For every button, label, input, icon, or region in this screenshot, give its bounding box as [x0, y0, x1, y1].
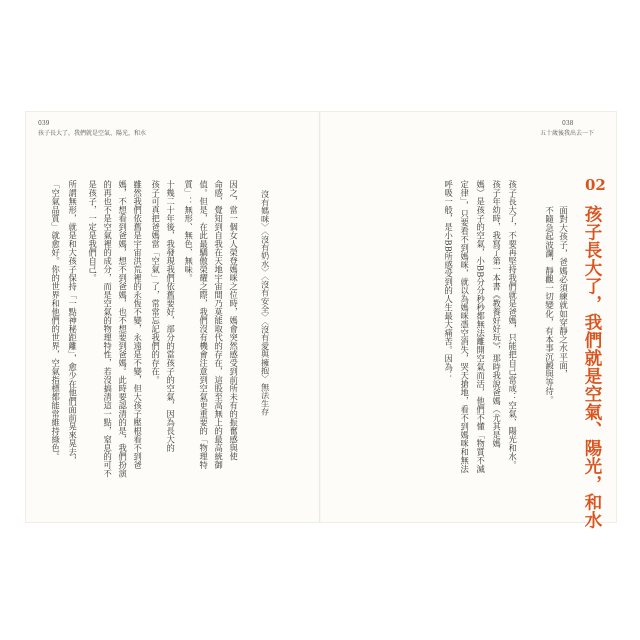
right-body-line-2: 孩子年幼時，我寫了第一本書《教養好好玩》，那時我說爸媽（尤其是媽: [491, 180, 502, 448]
left-running-head: 孩子長大了，我們就是空氣、陽光，和水: [38, 130, 147, 137]
left-body-line-8: 媽，不想看到爸媽，想不到爸媽，也不想要到爸媽。此時要認清的是，我們扮演: [117, 180, 128, 478]
right-page-number: 038: [562, 120, 574, 127]
left-body-line-11: 所謂無形，就是和大孩子保持「一點神秘距離」，愈少在他們面前晃來晃去，: [67, 180, 78, 465]
left-body-line-4: 質」：無形、無色、無味。: [183, 180, 194, 282]
left-body-line-10: 是孩子，一定是我們自己。: [87, 180, 98, 282]
right-body-line-5: 呼吸一般，是小BB所感受到的人生最大痛苦。因為：: [443, 180, 454, 380]
right-body-line-4: 定律」，只要看不到媽咪，就以為媽咪憑空消失，哭天搶地，看不到媽咪和無法: [459, 180, 470, 474]
right-running-head: 五十歲後我出去一下: [540, 130, 595, 137]
epigraph-line-2: 不隨急起波瀾，靜觀一切變化，有本事沉澱與等待。: [543, 206, 554, 404]
chapter-number: 02: [585, 176, 606, 194]
left-body-line-2: 命感，覺知到自我在天地宇宙間乃莫能取代的存在，這股至高無上的最高統御: [213, 180, 224, 469]
left-quote-column: 沒有媽咪〉〈沒有奶水〉〈沒有安全〉〈沒有愛與擁抱〉無法生存: [260, 190, 271, 416]
left-body-line-12: 「空氣品質」就愈好。你的世界和他們的世界，空氣指標都能常維持綠色。: [50, 180, 61, 461]
left-body-line-3: 值。但是，在此最驕傲榮耀之際，我們沒有機會注意到空氣更重要的「物理特: [198, 180, 209, 469]
left-body-line-9: 的再也不是空氣裡的成分，而是空氣的物理特性，若沒搞清這一點，窒息的可不: [102, 180, 113, 478]
book-gutter: [319, 112, 321, 522]
right-body-line-1: 孩子長大了，不要再堅持我們就是爸媽，只能把自己當成：空氣、陽光和水。: [507, 180, 518, 469]
left-page-number: 039: [38, 120, 50, 127]
epigraph-line-1: 面對大孩子，爸媽必須練就如穿靜之水平面，: [557, 206, 568, 378]
left-body-line-6: 孩子可真把爸媽當「空氣」了，常常忘記我們的存在。: [150, 180, 161, 384]
left-body-line-7: 雖然我們依舊是宇宙洪荒裡的永恆不變，永遠是不變，但大孩子壓根看不到爸: [132, 180, 143, 469]
left-body-line-1: 因之，當一個女人榮登媽咪之位時，媽會突然感受到前所未有的振奮感與使: [228, 180, 239, 461]
left-body-line-5: 十幾二十年後，我發現我們依舊要好，部分的當孩子的空氣，因為長大的: [165, 180, 176, 452]
chapter-title: 孩子長大了，我們就是空氣、陽光，和水: [582, 205, 602, 529]
right-body-line-3: 媽）是孩子的空氣，小BB分分秒秒都無法離開空氣而活，他們不懂「物質不滅: [475, 180, 486, 474]
